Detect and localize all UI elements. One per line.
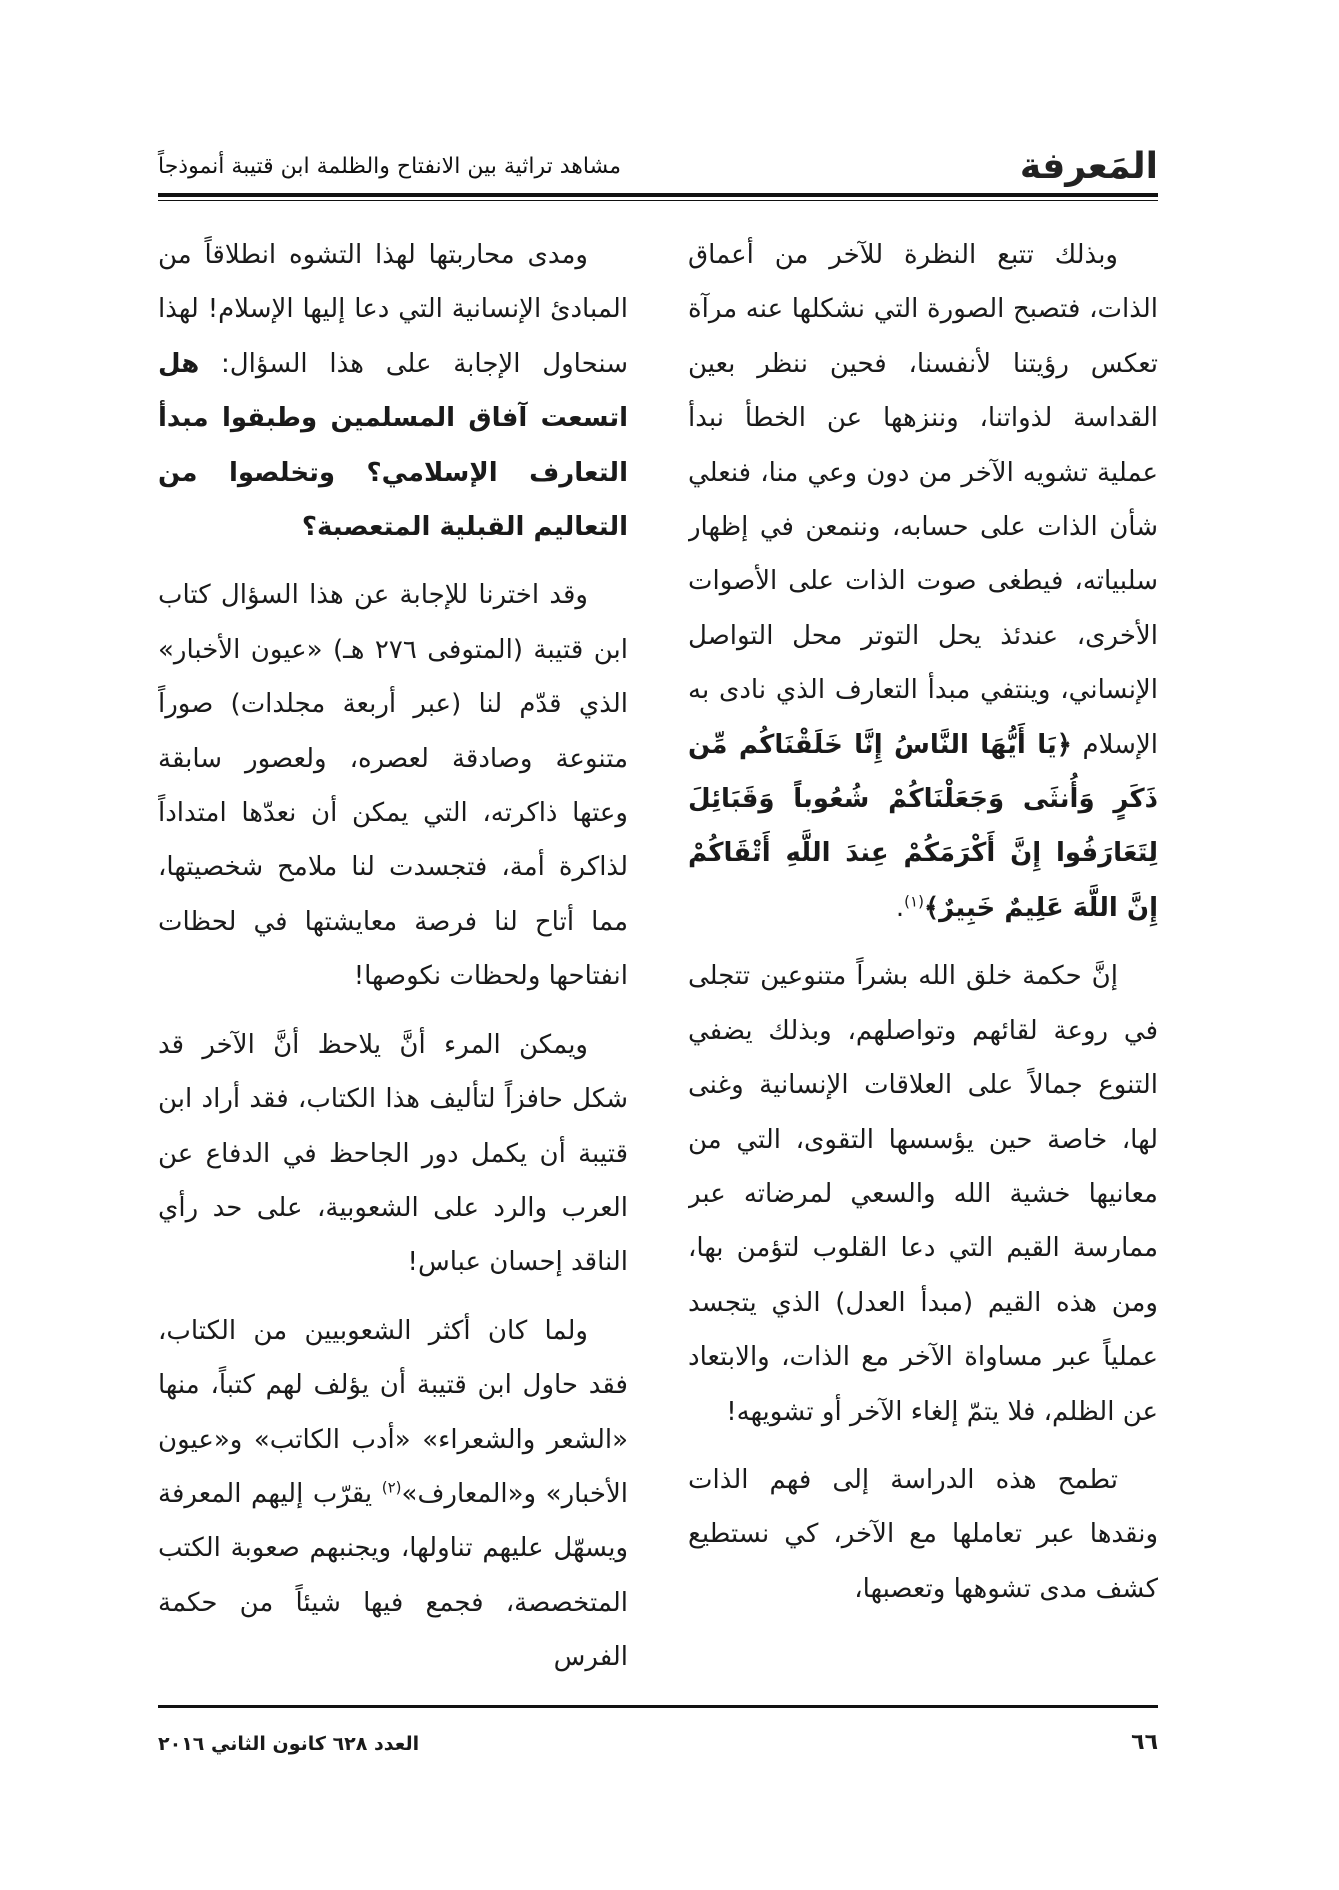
quran-verse: ﴿يَا أَيُّهَا النَّاسُ إِنَّا خَلَقْنَاكُم مِّن ذَكَرٍ وَأُنثَى وَجَعَلْنَاكُمْ شُعُوباً وَقَبَائِلَ لِتَعَارَفُوا إِنَّ أَكْرَمَكُمْ عِندَ اللَّهِ أَتْقَاكُمْ إِنَّ اللَّهَ عَلِيمٌ خَبِيرٌ﴾ [688,729,1158,923]
left-paragraph-4 [158,1304,628,1685]
page-number: ٦٦ [1131,1730,1158,1755]
header-rule [158,193,1158,197]
page-header [158,140,1158,190]
magazine-logo: المَعرفة [1019,146,1158,187]
issue-info: العدد ٦٢٨ كانون الثاني ٢٠١٦ [158,1733,420,1755]
right-column [688,228,1158,1698]
right-paragraph-2: إنَّ حكمة خلق الله بشراً متنوعين تتجلى في روعة لقائهم وتواصلهم، وبذلك يضفي التنوع جمالاً على العلاقات الإنسانية وغنى لها، خاصة حين يؤسسها التقوى، التي من معانيها خشية الله والسعي لمرضاته عبر ممارسة القيم التي دعا القلوب لتؤمن بها، ومن هذه القيم (مبدأ العدل) الذي يتجسد عملياً عبر مساواة الآخر مع الذات، والابتعاد عن الظلم، فلا يتمّ إلغاء الآخر أو تشويهه! [688,961,1158,1427]
right-paragraph-3: تطمح هذه الدراسة إلى فهم الذات ونقدها عبر تعاملها مع الآخر، كي نستطيع كشف مدى تشوهها وتعصبها، [688,1464,1158,1604]
left-paragraph-1-text: ومدى محاربتها لهذا التشوه انطلاقاً من المبادئ الإنسانية التي دعا إليها الإسلام! لهذا سنحاول الإجابة على هذا السؤال: [158,240,628,379]
footnote-ref-1: (١) [904,892,924,911]
running-title: مشاهد تراثية بين الانفتاح والظلمة ابن قتيبة أنموذجاً [158,154,622,179]
footer-rule [158,1705,1158,1708]
right-paragraph-1-text: وبذلك تتبع النظرة للآخر من أعماق الذات، فتصبح الصورة التي نشكلها عنه مرآة تعكس رؤيتنا لأنفسنا، فحين ننظر بعين القداسة لذواتنا، وننزهها عن الخطأ نبدأ عملية تشويه الآخر من دون وعي منا، فنعلي شأن الذات على حسابه، وننمعن في إظهار سلبياته، فيطغى صوت الذات على الأصوات الأخرى، عندئذ يحل التوتر محل التواصل الإنساني، وينتفي مبدأ التعارف الذي نادى به الإسلام [688,240,1158,760]
right-paragraph-1: وبذلك تتبع النظرة للآخر من أعماق الذات، فتصبح الصورة التي نشكلها عنه مرآة تعكس رؤيتنا لأنفسنا، فحين ننظر بعين القداسة لذواتنا، وننزهها عن الخطأ نبدأ عملية تشويه الآخر من دون وعي منا، فنعلي شأن الذات على حسابه، وننمعن في إظهار سلبياته، فيطغى صوت الذات على الأصوات الأخرى، عندئذ يحل التوتر محل التواصل الإنساني، وينتفي مبدأ التعارف الذي نادى به الإسلام ﴿يَا أَيُّهَا النَّاسُ إِنَّا خَلَقْنَاكُم مِّن ذَكَرٍ وَأُنثَى وَجَعَلْنَاكُمْ شُعُوباً وَقَبَائِلَ لِتَعَارَفُوا إِنَّ أَكْرَمَكُمْ عِندَ اللَّهِ أَتْقَاكُمْ إِنَّ اللَّهَ عَلِيمٌ خَبِيرٌ﴾$^{(١)}$. [688,240,1158,923]
left-paragraph-4-end: يقرّب إليهم المعرفة ويسهّل عليهم تناولها، ويجنبهم صعوبة الكتب المتخصصة، فجمع فيها شيئاً من حكمة الفرس [158,1478,628,1673]
research-question: هل اتسعت آفاق المسلمين وطبقوا مبدأ التعارف الإسلامي؟ وتخلصوا من التعاليم القبلية المتعصبة؟ [158,348,628,543]
left-paragraph-3: ويمكن المرء أنَّ يلاحظ أنَّ الآخر قد شكل حافزاً لتأليف هذا الكتاب، فقد أراد ابن قتيبة أن يكمل دور الجاحظ في الدفاع عن العرب والرد على الشعوبية، على حد رأي الناقد إحسان عباس! [158,1029,628,1278]
footnote-ref-2: (٢) [381,1478,402,1497]
header-rule-thin [158,200,1158,201]
left-column [158,228,628,1698]
left-paragraph-2: وقد اخترنا للإجابة عن هذا السؤال كتاب ابن قتيبة (المتوفى ٢٧٦ هـ) «عيون الأخبار» الذي قدّم لنا (عبر أربعة مجلدات) صوراً متنوعة وصادقة لعصره، ولعصور سابقة وعتها ذاكرته، التي يمكن أن نعدّها امتداداً لذاكرة أمة، فتجسدت لنا ملامح شخصيتها، مما أتاح لنا فرصة معايشتها في لحظات انفتاحها ولحظات نكوصها! [158,580,628,992]
left-paragraph-4-start: ولما كان أكثر الشعوبيين من الكتاب، فقد حاول ابن قتيبة أن يؤلف لهم كتباً، منها «الشعر والشعراء» «أدب الكاتب» و«عيون الأخبار» و«المعارف» [158,1315,628,1509]
left-paragraph-1 [158,228,628,554]
